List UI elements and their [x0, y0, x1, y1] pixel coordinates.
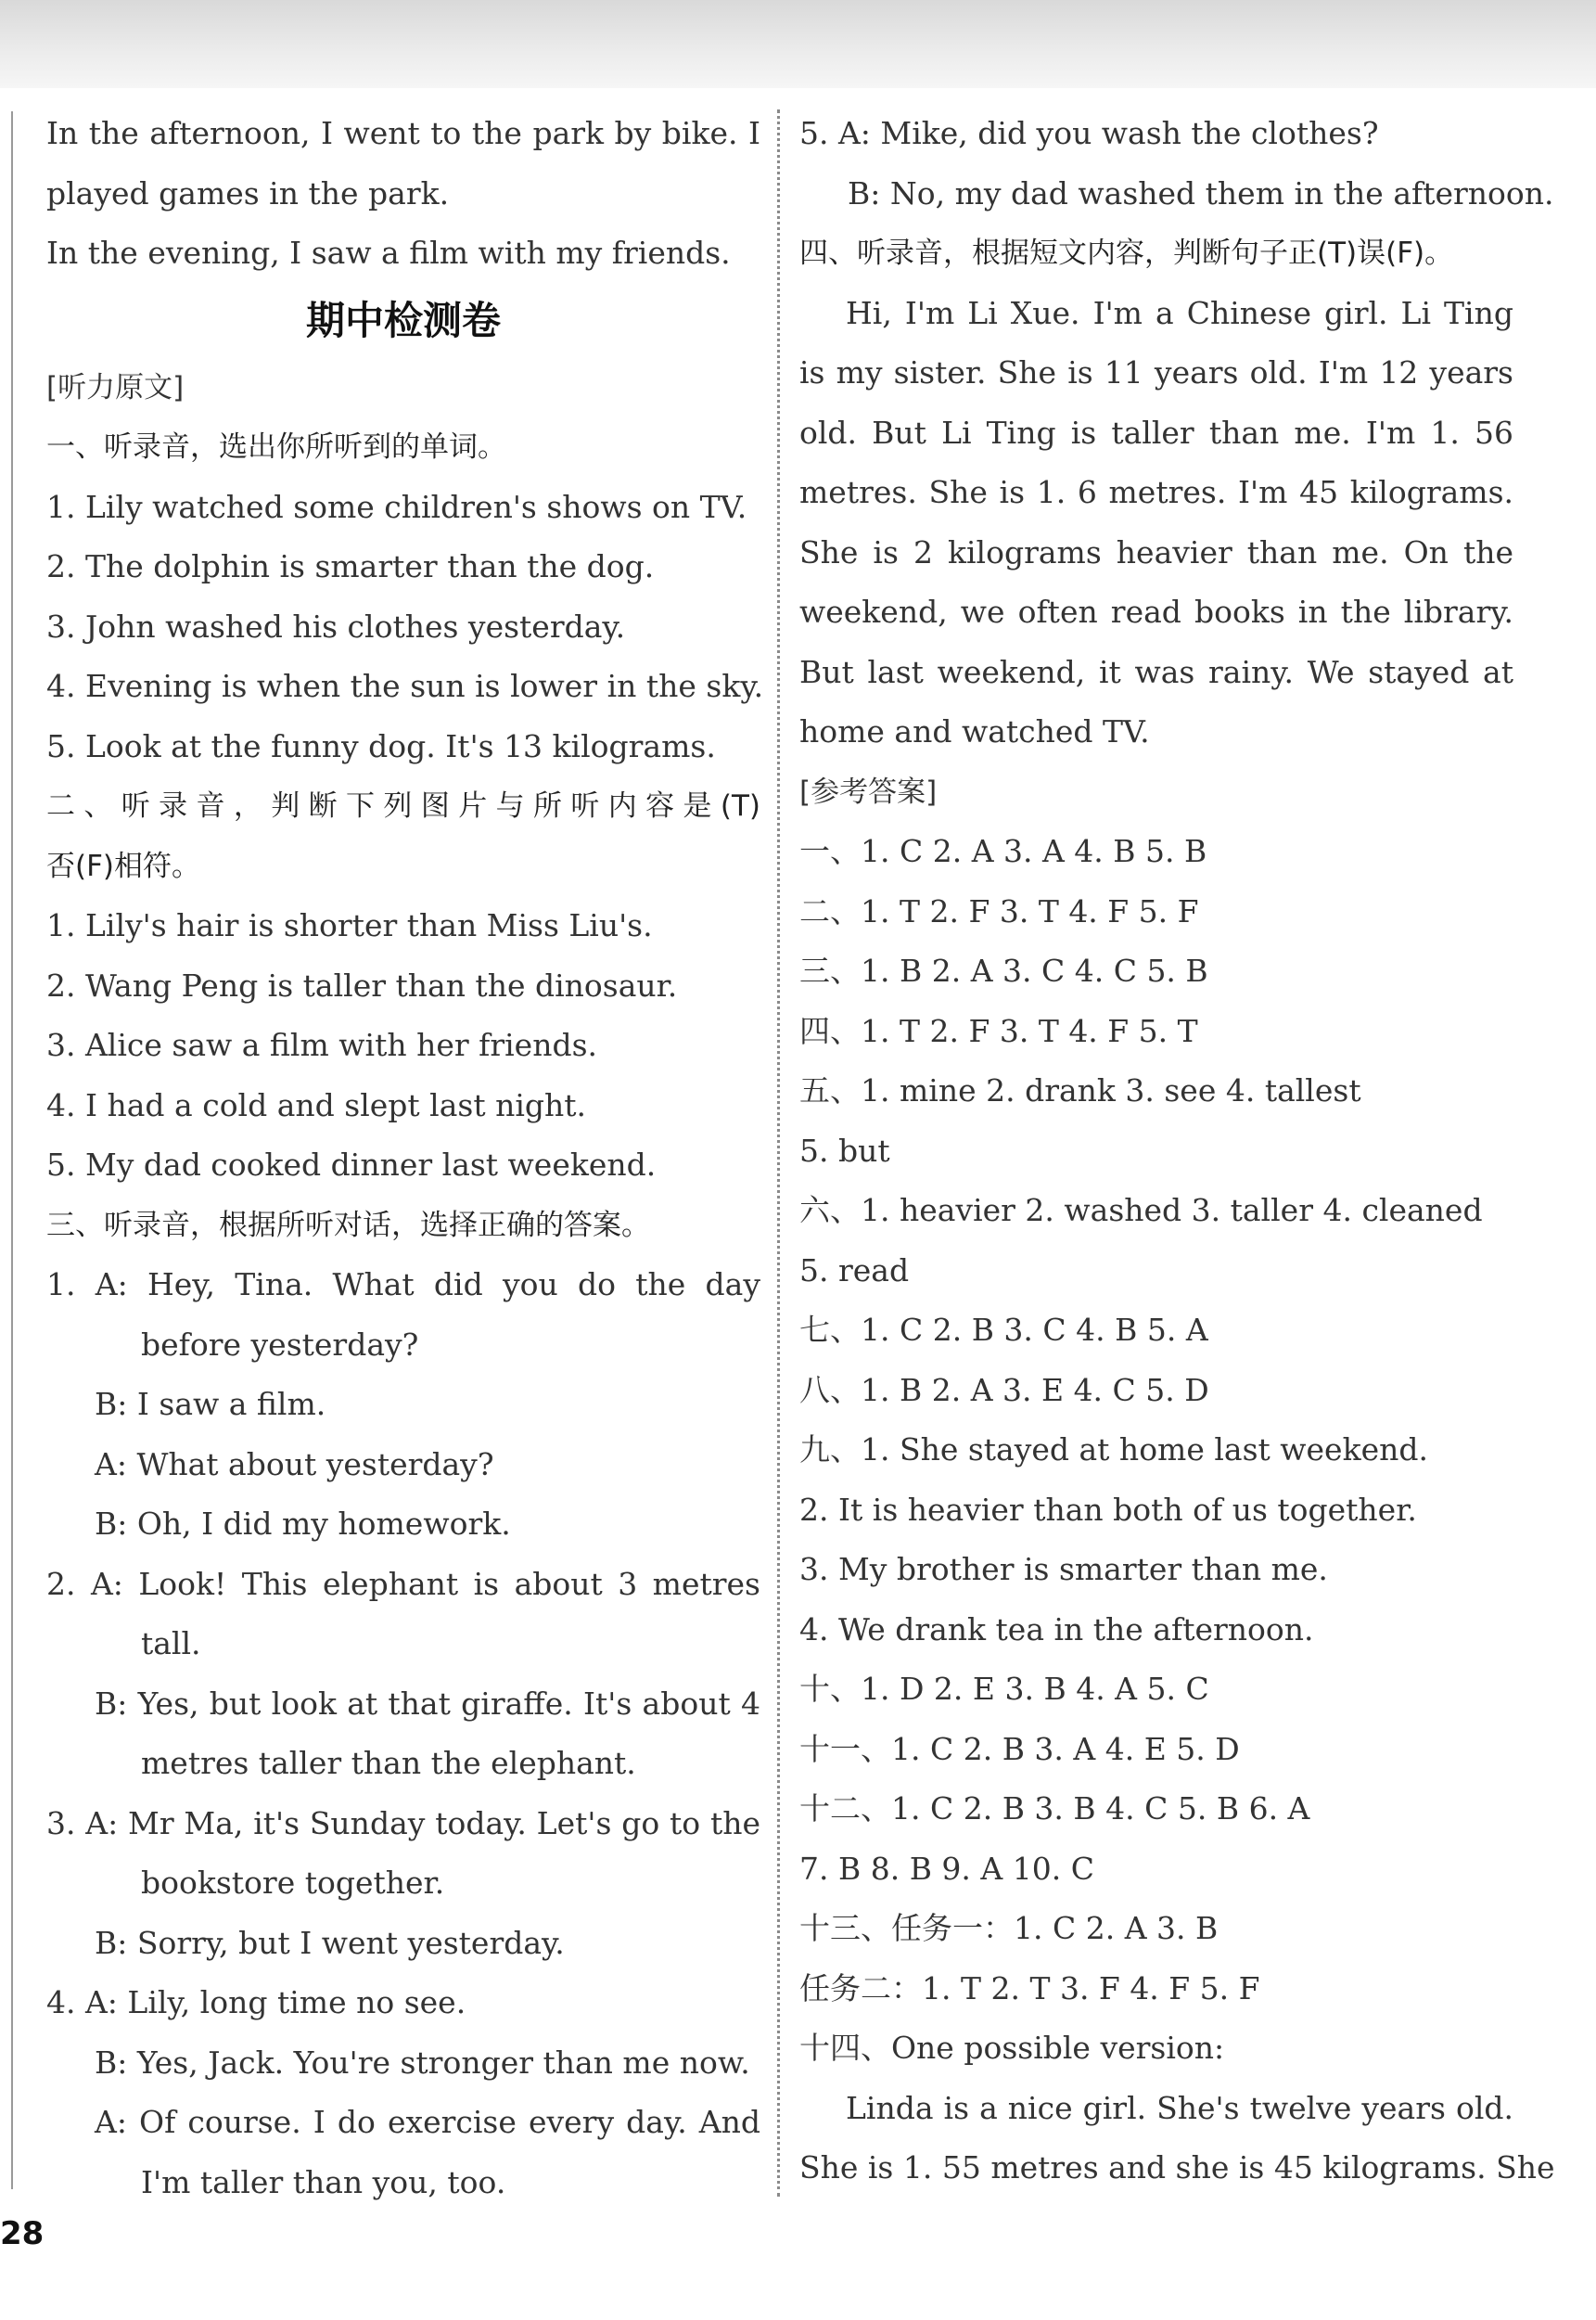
right-text-line: B: No, my dad washed them in the afternoon.: [848, 174, 1554, 211]
left-text-line: 期中检测卷: [305, 297, 501, 343]
left-text-line: 3. A: Mr Ma, it's Sunday today. Let's go to the: [46, 1804, 760, 1841]
left-text-line: played games in the park.: [46, 174, 450, 211]
left-text-line: 一、听录音，选出你所听到的单词。: [46, 430, 506, 464]
left-text-line: 二、听录音，判断下列图片与所听内容是(T): [46, 789, 760, 823]
left-text-line: I'm taller than you, too.: [141, 2163, 506, 2200]
left-text-line: bookstore together.: [141, 1865, 445, 1901]
right-text-line: She is 2 kilograms heavier than me. On the: [799, 533, 1513, 570]
right-text-line: 一、1. C 2. A 3. A 4. B 5. B: [799, 833, 1207, 869]
right-text-line: She is 1. 55 metres and she is 45 kilograms. She: [799, 2149, 1555, 2185]
right-text-line: 十二、1. C 2. B 3. B 4. C 5. B 6. A: [799, 1790, 1310, 1827]
right-text-line: 十四、One possible version:: [799, 2030, 1225, 2066]
right-text-line: 5. read: [799, 1251, 910, 1288]
right-text-line: old. But Li Ting is taller than me. I'm 1. 56: [799, 414, 1513, 451]
right-text-line: 十三、任务一：1. C 2. A 3. B: [799, 1910, 1219, 1946]
left-text-line: 2. Wang Peng is taller than the dinosaur.: [46, 967, 678, 1004]
left-column: [46, 104, 764, 2212]
left-text-line: B: Yes, Jack. You're stronger than me now.: [95, 2044, 750, 2081]
scan-top-shadow: [0, 0, 1596, 88]
left-text-line: 1. A: Hey, Tina. What did you do the day: [46, 1266, 760, 1302]
left-text-line: 2. A: Look! This elephant is about 3 metres: [46, 1565, 760, 1602]
left-text-line: 5. Look at the funny dog. It's 13 kilograms.: [46, 727, 716, 764]
left-text-line: A: What about yesterday?: [95, 1445, 494, 1482]
left-text-line: before yesterday?: [141, 1326, 419, 1363]
right-text-line: 六、1. heavier 2. washed 3. taller 4. cleaned: [799, 1192, 1483, 1228]
page-number: 28: [0, 2215, 45, 2252]
left-text-line: B: Oh, I did my homework.: [95, 1506, 511, 1542]
left-text-line: 4. I had a cold and slept last night.: [46, 1086, 587, 1123]
right-text-line: 5. A: Mike, did you wash the clothes?: [799, 115, 1379, 151]
right-text-line: 四、听录音，根据短文内容，判断句子正(T)误(F)。: [799, 237, 1454, 270]
left-text-line: 1. Lily watched some children's shows on TV.: [46, 488, 747, 525]
right-text-line: 五、1. mine 2. drank 3. see 4. tallest: [799, 1072, 1361, 1109]
right-text-line: 八、1. B 2. A 3. E 4. C 5. D: [799, 1371, 1209, 1408]
right-text-line: 九、1. She stayed at home last weekend.: [799, 1431, 1428, 1468]
right-text-line: 3. My brother is smarter than me.: [799, 1551, 1328, 1587]
left-text-line: 4. Evening is when the sun is lower in the sky.: [46, 668, 764, 704]
right-text-line: 三、1. B 2. A 3. C 4. C 5. B: [799, 953, 1208, 989]
right-text-line: Linda is a nice girl. She's twelve years old.: [846, 2089, 1513, 2126]
right-text-line: 7. B 8. B 9. A 10. C: [799, 1850, 1094, 1887]
right-text-line: But last weekend, it was rainy. We stayed at: [799, 653, 1513, 690]
right-text-line: 任务二：1. T 2. T 3. F 4. F 5. F: [799, 1969, 1260, 2006]
left-text-line: 5. My dad cooked dinner last weekend.: [46, 1147, 657, 1183]
right-text-line: [参考答案]: [799, 775, 938, 809]
right-text-line: 四、1. T 2. F 3. T 4. F 5. T: [799, 1012, 1198, 1049]
right-column: [799, 104, 1555, 2198]
left-text-line: [听力原文]: [46, 370, 185, 404]
right-text-line: Hi, I'm Li Xue. I'm a Chinese girl. Li Ting: [846, 294, 1513, 331]
left-text-line: In the afternoon, I went to the park by bike. I: [46, 115, 760, 151]
left-text-line: 3. John washed his clothes yesterday.: [46, 608, 626, 645]
left-text-line: B: Yes, but look at that giraffe. It's about 4: [95, 1685, 760, 1722]
left-text-line: 3. Alice saw a film with her friends.: [46, 1027, 597, 1063]
left-text-line: 4. A: Lily, long time no see.: [46, 1984, 466, 2020]
right-text-line: 十、1. D 2. E 3. B 4. A 5. C: [799, 1671, 1209, 1707]
right-text-line: weekend, we often read books in the library.: [799, 594, 1513, 630]
left-text-line: metres taller than the elephant.: [141, 1745, 636, 1781]
left-margin-rule: [11, 111, 13, 2189]
right-text-line: 七、1. C 2. B 3. C 4. B 5. A: [799, 1312, 1208, 1348]
left-text-line: 三、听录音，根据所听对话，选择正确的答案。: [46, 1208, 650, 1242]
left-text-line: 1. Lily's hair is shorter than Miss Liu's.: [46, 907, 653, 943]
right-text-line: 十一、1. C 2. B 3. A 4. E 5. D: [799, 1730, 1240, 1767]
left-text-line: A: Of course. I do exercise every day. And: [95, 2104, 760, 2140]
right-text-line: metres. She is 1. 6 metres. I'm 45 kilograms.: [799, 474, 1513, 510]
right-text-line: is my sister. She is 11 years old. I'm 12 years: [799, 354, 1513, 391]
left-text-line: B: I saw a film.: [95, 1386, 326, 1422]
left-text-line: 否(F)相符。: [46, 849, 201, 883]
right-text-line: 4. We drank tea in the afternoon.: [799, 1610, 1314, 1647]
left-text-line: In the evening, I saw a film with my friends.: [46, 235, 731, 271]
left-text-line: 2. The dolphin is smarter than the dog.: [46, 548, 655, 584]
right-text-line: 二、1. T 2. F 3. T 4. F 5. F: [799, 892, 1199, 929]
right-text-line: home and watched TV.: [799, 713, 1150, 750]
left-text-line: tall.: [141, 1625, 201, 1661]
left-text-line: B: Sorry, but I went yesterday.: [95, 1924, 565, 1961]
right-text-line: 5. but: [799, 1132, 890, 1169]
right-text-line: 2. It is heavier than both of us together.: [799, 1491, 1417, 1528]
column-divider: [777, 109, 780, 2197]
